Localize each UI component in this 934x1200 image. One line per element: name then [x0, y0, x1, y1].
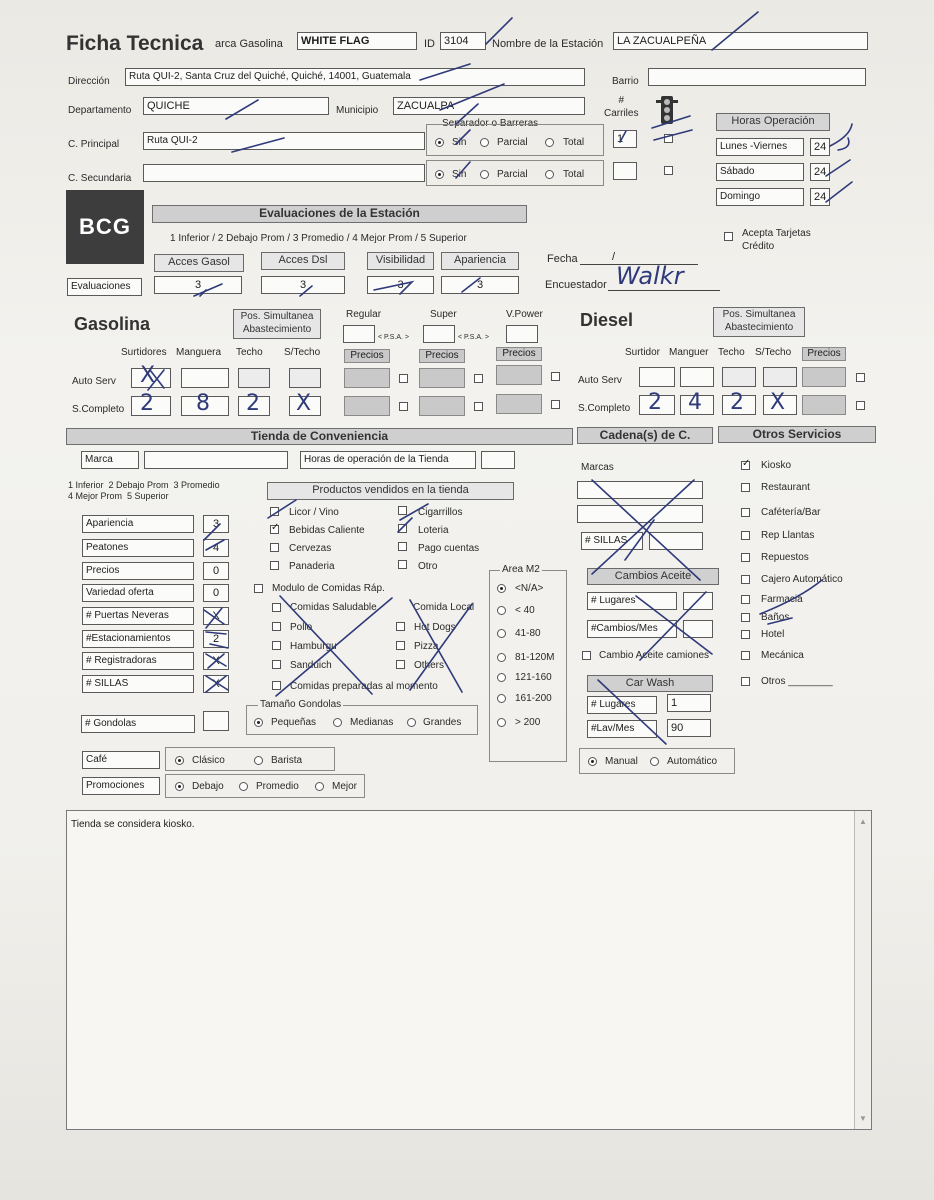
otros-servicio-label: Kiosko [761, 460, 792, 471]
lunes-field[interactable]: 24 [810, 138, 830, 156]
acces-gasol-field[interactable]: 3 [154, 276, 242, 294]
pen-stroke [636, 592, 712, 660]
pen-stroke [226, 100, 258, 119]
gasolina-pos-simultanea: Pos. Simultanea Abastecimiento [233, 309, 321, 339]
vpower-label: V.Power [506, 309, 543, 320]
visibilidad-label: Visibilidad [367, 252, 434, 270]
sanduich-label: Sanduich [290, 660, 332, 671]
gas-precios-super-header: Precios [419, 349, 465, 363]
otros-servicio-label: Mecánica [761, 650, 804, 661]
carriles-label: # Carriles [604, 95, 639, 119]
rating-value[interactable]: 0 [203, 584, 229, 602]
sabado-label: Sábado [716, 163, 804, 181]
nombre-field[interactable]: LA ZACUALPEÑA [613, 32, 868, 50]
psa-label-1: < P.S.A. > [378, 334, 410, 341]
pen-stroke [398, 504, 428, 532]
acces-dsl-label: Acces Dsl [261, 252, 345, 270]
comida-local-label: Comida Local [413, 602, 475, 613]
dsl-col-manguer: Manguer [669, 347, 709, 358]
otros-servicio-label: Restaurant [761, 482, 810, 493]
pen-stroke [826, 182, 852, 202]
area-m2-label: Area M2 [502, 564, 540, 575]
pen-stroke [410, 600, 475, 692]
cw-lav-mes-label: #Lav/Mes [587, 720, 657, 738]
municipio-field[interactable]: ZACUALPA [393, 97, 585, 115]
pen-stroke [456, 130, 470, 144]
dsl-col-techo: Techo [718, 347, 745, 358]
gas-col-stecho: S/Techo [284, 347, 321, 358]
separador-label: Separador o Barreras [442, 118, 539, 129]
municipio-label: Municipio [336, 105, 379, 116]
pen-stroke [652, 116, 692, 140]
dsl-col-stecho: S/Techo [755, 347, 792, 358]
pen-stroke [486, 18, 512, 44]
cafe-clasico-label: Clásico [192, 755, 225, 766]
area-option-label: 41-80 [515, 628, 541, 639]
area-option-label: < 40 [515, 605, 535, 616]
evaluaciones-row-label: Evaluaciones [67, 278, 142, 296]
cadena-sillas-label: # SILLAS [581, 532, 643, 550]
principal-total-label: Total [563, 137, 585, 148]
medianas-label: Medianas [350, 717, 394, 728]
direccion-field[interactable]: Ruta QUI-2, Santa Cruz del Quiché, Quiché, 14001, Guatemala [125, 68, 585, 86]
acepta-tarjetas-label: Acepta Tarjetas Crédito [742, 228, 811, 252]
area-option-label: > 200 [515, 717, 541, 728]
marca-field[interactable]: WHITE FLAG [297, 32, 417, 50]
cafe-barista-label: Barista [271, 755, 303, 766]
gas-sc-mark-surtidores: 2 [140, 391, 154, 416]
encuestador-signature: Walkr [616, 262, 684, 290]
pen-stroke [374, 282, 412, 294]
barrio-label: Barrio [612, 76, 639, 87]
rating-label: #Estacionamientos [82, 630, 194, 648]
pen-stroke [206, 676, 228, 692]
otros-servicio-label: Repuestos [761, 552, 809, 563]
bebidas-checkbox[interactable]: ✓ [271, 522, 280, 533]
evaluaciones-scale: 1 Inferior / 2 Debajo Prom / 3 Promedio / 4 Mejor Prom / 5 Superior [170, 233, 467, 244]
id-label: ID [424, 38, 435, 50]
dsl-precios-header: Precios [802, 347, 846, 361]
pequenas-label: Pequeñas [271, 717, 317, 728]
rating-label: Peatones [82, 539, 194, 557]
tienda-header: Tienda de Conveniencia [66, 428, 573, 445]
apariencia-field[interactable]: 3 [441, 276, 519, 294]
otros-servicio-label: Baños [761, 612, 790, 623]
rating-label: # Puertas Neveras [82, 607, 194, 625]
pen-stroke [232, 138, 284, 152]
automatico-label: Automático [667, 756, 718, 767]
car-wash-header: Car Wash [587, 675, 713, 692]
evaluaciones-header: Evaluaciones de la Estación [152, 205, 527, 223]
diesel-title: Diesel [580, 310, 634, 330]
direccion-label: Dirección [68, 76, 110, 87]
dsl-sc-mark-surtidor: 2 [648, 390, 662, 415]
cafe-label: Café [82, 751, 160, 769]
apariencia-label: Apariencia [441, 252, 519, 270]
tienda-horas-label: Horas de operación de la Tienda [300, 451, 476, 469]
bcg-logo-text: BCG [79, 214, 131, 239]
carriles-principal-field[interactable]: 1 [613, 130, 637, 148]
licor-label: Licor / Vino [289, 507, 339, 518]
pen-stroke [420, 64, 470, 80]
otros-servicio-label: Cafétería/Bar [761, 507, 821, 518]
bebidas-label: Bebidas Caliente [289, 525, 365, 536]
rating-label: Variedad oferta [82, 584, 194, 602]
promo-promedio-label: Promedio [256, 781, 299, 792]
super-label: Super [430, 309, 457, 320]
pen-stroke [620, 131, 626, 142]
otros-servicio-label: Rep Llantas [761, 530, 815, 541]
rating-label: # SILLAS [82, 675, 194, 693]
hamburgu-label: Hamburgu [290, 641, 337, 652]
notes-text: Tienda se considera kiosko. [71, 819, 195, 830]
cambios-aceite-header: Cambios Aceite [587, 568, 719, 585]
dsl-sc-mark-techo: 2 [730, 390, 744, 415]
id-field[interactable]: 3104 [440, 32, 486, 50]
rating-value[interactable]: X [203, 652, 229, 670]
comidas-saludable-label: Comidas Saludable [290, 602, 377, 613]
area-option-label: <N/A> [515, 583, 544, 594]
cambios-mes-label: #Cambios/Mes [587, 620, 677, 638]
gas-sc-mark-stecho: X [296, 391, 312, 416]
c-secundaria-label: C. Secundaria [68, 173, 132, 184]
pen-stroke [598, 680, 666, 744]
secundaria-sin-label: Sin [452, 169, 467, 180]
dsl-s-completo-label: S.Completo [578, 403, 631, 414]
rating-value[interactable]: X [203, 607, 229, 625]
otros-servicio-label: Cajero Automático [761, 574, 843, 585]
hot-dogs-label: Hot Dogs [414, 622, 456, 633]
pollo-label: Pollo [290, 622, 313, 633]
pen-stroke [206, 632, 228, 648]
pen-stroke [194, 284, 222, 296]
domingo-label: Domingo [716, 188, 804, 206]
cambios-lugares-label: # Lugares [587, 592, 677, 610]
secundaria-parcial-label: Parcial [497, 169, 528, 180]
departamento-field[interactable]: QUICHE [143, 97, 329, 115]
secundaria-total-label: Total [563, 169, 585, 180]
dsl-sc-mark-stecho: X [770, 390, 786, 415]
cambio-camiones-label: Cambio Aceite camiones [599, 650, 710, 661]
marcas-label: Marcas [581, 462, 614, 473]
gas-sc-mark-techo: 2 [246, 391, 260, 416]
gas-sc-mark-manguera: 8 [196, 391, 210, 416]
rating-value[interactable]: 4 [203, 539, 229, 557]
cervezas-label: Cervezas [289, 543, 332, 554]
grandes-label: Grandes [423, 717, 462, 728]
pizza-label: Pizza [414, 641, 439, 652]
scroll-down-icon[interactable]: ▼ [859, 1114, 867, 1123]
otros-servicio-label: Farmacia [761, 594, 803, 605]
diesel-pos-simultanea: Pos. Simultanea Abastecimiento [713, 307, 805, 337]
dsl-auto-serv-label: Auto Serv [578, 375, 622, 386]
acces-gasol-label: Acces Gasol [154, 254, 244, 272]
manual-label: Manual [605, 756, 638, 767]
gas-col-surtidores: Surtidores [121, 347, 167, 358]
otros-servicio-label: Otros ________ [761, 676, 833, 687]
gas-auto-serv-label: Auto Serv [72, 376, 116, 387]
comidas-preparadas-label: Comidas preparadas al momento [290, 681, 438, 692]
pen-stroke [456, 162, 470, 178]
cw-lugares-field[interactable]: 1 [667, 694, 711, 712]
lunes-label: Lunes -Viernes [716, 138, 804, 156]
others-label: Others [414, 660, 445, 671]
visibilidad-field[interactable]: 3 [367, 276, 434, 294]
pen-stroke [456, 104, 478, 124]
psa-label-2: < P.S.A. > [458, 334, 490, 341]
regular-label: Regular [346, 309, 382, 320]
productos-vendidos-header: Productos vendidos en la tienda [267, 482, 514, 500]
otros-servicios-header: Otros Servicios [718, 426, 876, 443]
pen-stroke [148, 370, 164, 390]
sabado-field[interactable]: 24 [810, 163, 830, 181]
principal-sin-label: Sin [452, 137, 467, 148]
c-principal-label: C. Principal [68, 139, 120, 150]
gas-precios-vpower-header: Precios [496, 347, 542, 361]
tienda-scale: 1 Inferior 2 Debajo Prom 3 Promedio 4 Mejor Prom 5 Superior [68, 480, 220, 501]
rating-label: # Registradoras [82, 652, 194, 670]
gas-col-techo: Techo [236, 347, 263, 358]
cadena-header: Cadena(s) de C. [577, 427, 713, 444]
fecha-label: Fecha [547, 253, 578, 265]
pen-stroke [830, 124, 852, 150]
rating-value[interactable]: 0 [203, 562, 229, 580]
pen-stroke [440, 84, 504, 110]
pen-stroke [300, 286, 312, 296]
otros-servicio-label: Hotel [761, 629, 785, 640]
principal-parcial-label: Parcial [497, 137, 528, 148]
otros-servicio-checkbox[interactable]: ✓ [742, 458, 751, 469]
pen-stroke [462, 278, 480, 292]
scroll-up-icon[interactable]: ▲ [859, 817, 867, 826]
pen-stroke [760, 580, 822, 624]
cigarrillos-label: Cigarrillos [418, 507, 463, 518]
acces-dsl-field[interactable]: 3 [261, 276, 345, 294]
domingo-field[interactable]: 24 [810, 188, 830, 206]
cw-lav-mes-field[interactable]: 90 [667, 719, 711, 737]
pen-stroke [206, 654, 226, 668]
cw-lugares-label: # Lugares [587, 696, 657, 714]
pen-stroke [268, 500, 296, 518]
gas-s-completo-label: S.Completo [72, 404, 125, 415]
otro-label: Otro [418, 561, 438, 572]
form-title: Ficha Tecnica [66, 32, 204, 55]
dsl-sc-mark-manguer: 4 [688, 390, 702, 415]
pen-stroke [204, 524, 224, 550]
rating-value[interactable]: 2 [203, 630, 229, 648]
marca-label: arca Gasolina [215, 38, 283, 50]
pen-stroke [712, 12, 758, 50]
area-option-label: 81-120M [515, 652, 555, 663]
gasolina-title: Gasolina [74, 314, 151, 334]
fecha-separator: / [612, 251, 616, 263]
gas-auto-mark-surtidores: X [140, 363, 156, 388]
rating-value[interactable]: 3 [203, 515, 229, 533]
area-option-label: 121-160 [515, 672, 552, 683]
loteria-label: Loteria [418, 525, 449, 536]
rating-value[interactable]: X [203, 675, 229, 693]
area-option-label: 161-200 [515, 693, 552, 704]
panaderia-label: Panaderia [289, 561, 335, 572]
departamento-label: Departamento [68, 105, 132, 116]
horas-operacion-header: Horas Operación [716, 113, 830, 131]
tamano-gondolas-label: Tamaño Gondolas [260, 699, 342, 710]
modulo-comidas-label: Modulo de Comidas Ráp. [272, 583, 385, 594]
pago-cuentas-label: Pago cuentas [418, 543, 480, 554]
pen-stroke [826, 160, 850, 176]
gas-col-manguera: Manguera [176, 347, 222, 358]
promo-debajo-label: Debajo [192, 781, 224, 792]
pen-stroke [276, 596, 392, 696]
c-principal-field[interactable]: Ruta QUI-2 [143, 132, 425, 150]
encuestador-label: Encuestador [545, 279, 607, 291]
promo-mejor-label: Mejor [332, 781, 358, 792]
gas-precios-regular-header: Precios [344, 349, 390, 363]
tienda-marca-label: Marca [81, 451, 139, 469]
gondolas-label: # Gondolas [81, 715, 195, 733]
rating-label: Precios [82, 562, 194, 580]
nombre-label: Nombre de la Estación [492, 38, 604, 50]
pen-stroke [204, 608, 224, 628]
dsl-col-surtidor: Surtidor [625, 347, 661, 358]
promociones-label: Promociones [82, 777, 160, 795]
rating-label: Apariencia [82, 515, 194, 533]
